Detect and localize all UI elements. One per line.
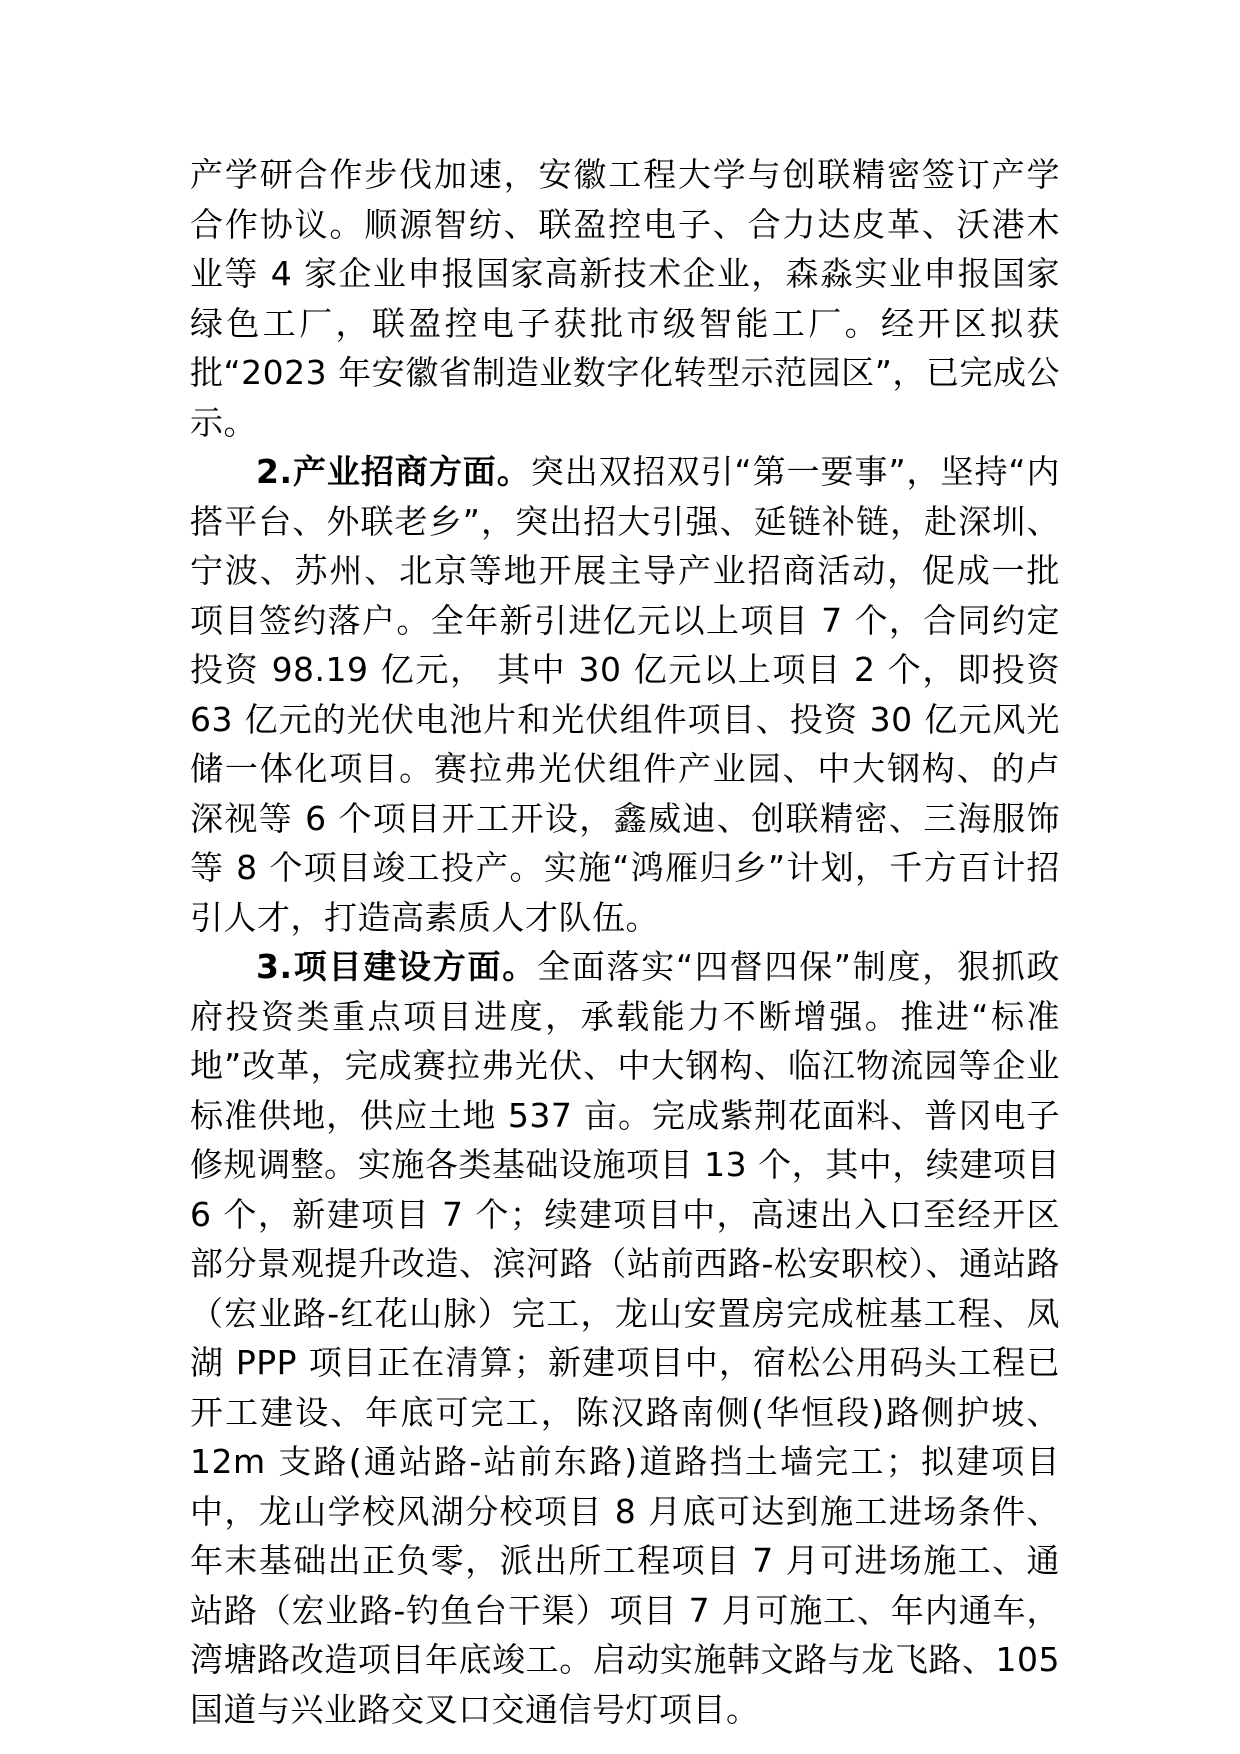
- paragraph-text: 产学研合作步伐加速，安徽工程大学与创联精密签订产学合作协议。顺源智纺、联盈控电子、合力达皮革、沃港木业等 4 家企业申报国家高新技术企业，森淼实业申报国家绿色工厂，联盈控电子获批市级智能工厂。经开区拟获批“2023 年安徽省制造业数字化转型示范园区”，已完成公示。: [190, 155, 1060, 442]
- paragraph-heading: 2.产业招商方面。: [256, 452, 531, 491]
- paragraph-project-construction: [190, 942, 1060, 1734]
- paragraph-industry-investment: [190, 447, 1060, 942]
- paragraph-text: 全面落实“四督四保”制度，狠抓政府投资类重点项目进度，承载能力不断增强。推进“标准地”改革，完成赛拉弗光伏、中大钢构、临江物流园等企业标准供地，供应土地 537 亩。完成紫荆花面料、普冈电子修规调整。实施各类基础设施项目 13 个，其中，续建项目 6 个，新建项目 7 个；续建项目中，高速出入口至经开区部分景观提升改造、滨河路（站前西路-松安职校）、通站路（宏业路-红花山脉）完工，龙山安置房完成桩基工程、凤湖 PPP 项目正在清算；新建项目中，宿松公用码头工程已开工建设、年底可完工，陈汉路南侧(华恒段)路侧护坡、12m 支路(通站路-站前东路)道路挡土墙完工；拟建项目中，龙山学校风湖分校项目 8 月底可达到施工进场条件、年末基础出正负零，派出所工程项目 7 月可进场施工、通站路（宏业路-钓鱼台干渠）项目 7 月可施工、年内通车，湾塘路改造项目年底竣工。启动实施韩文路与龙飞路、105 国道与兴业路交叉口交通信号灯项目。: [190, 947, 1060, 1729]
- document-body: [190, 150, 1060, 1734]
- paragraph-intro: [190, 150, 1060, 447]
- paragraph-heading: 3.项目建设方面。: [256, 947, 538, 986]
- paragraph-text: 突出双招双引“第一要事”，坚持“内搭平台、外联老乡”，突出招大引强、延链补链，赴深圳、宁波、苏州、北京等地开展主导产业招商活动，促成一批项目签约落户。全年新引进亿元以上项目 7 个，合同约定投资 98.19 亿元， 其中 30 亿元以上项目 2 个，即投资 63 亿元的光伏电池片和光伏组件项目、投资 30 亿元风光储一体化项目。赛拉弗光伏组件产业园、中大钢构、的卢深视等 6 个项目开工开设，鑫威迪、创联精密、三海服饰等 8 个项目竣工投产。实施“鸿雁归乡”计划，千方百计招引人才，打造高素质人才队伍。: [190, 452, 1060, 937]
